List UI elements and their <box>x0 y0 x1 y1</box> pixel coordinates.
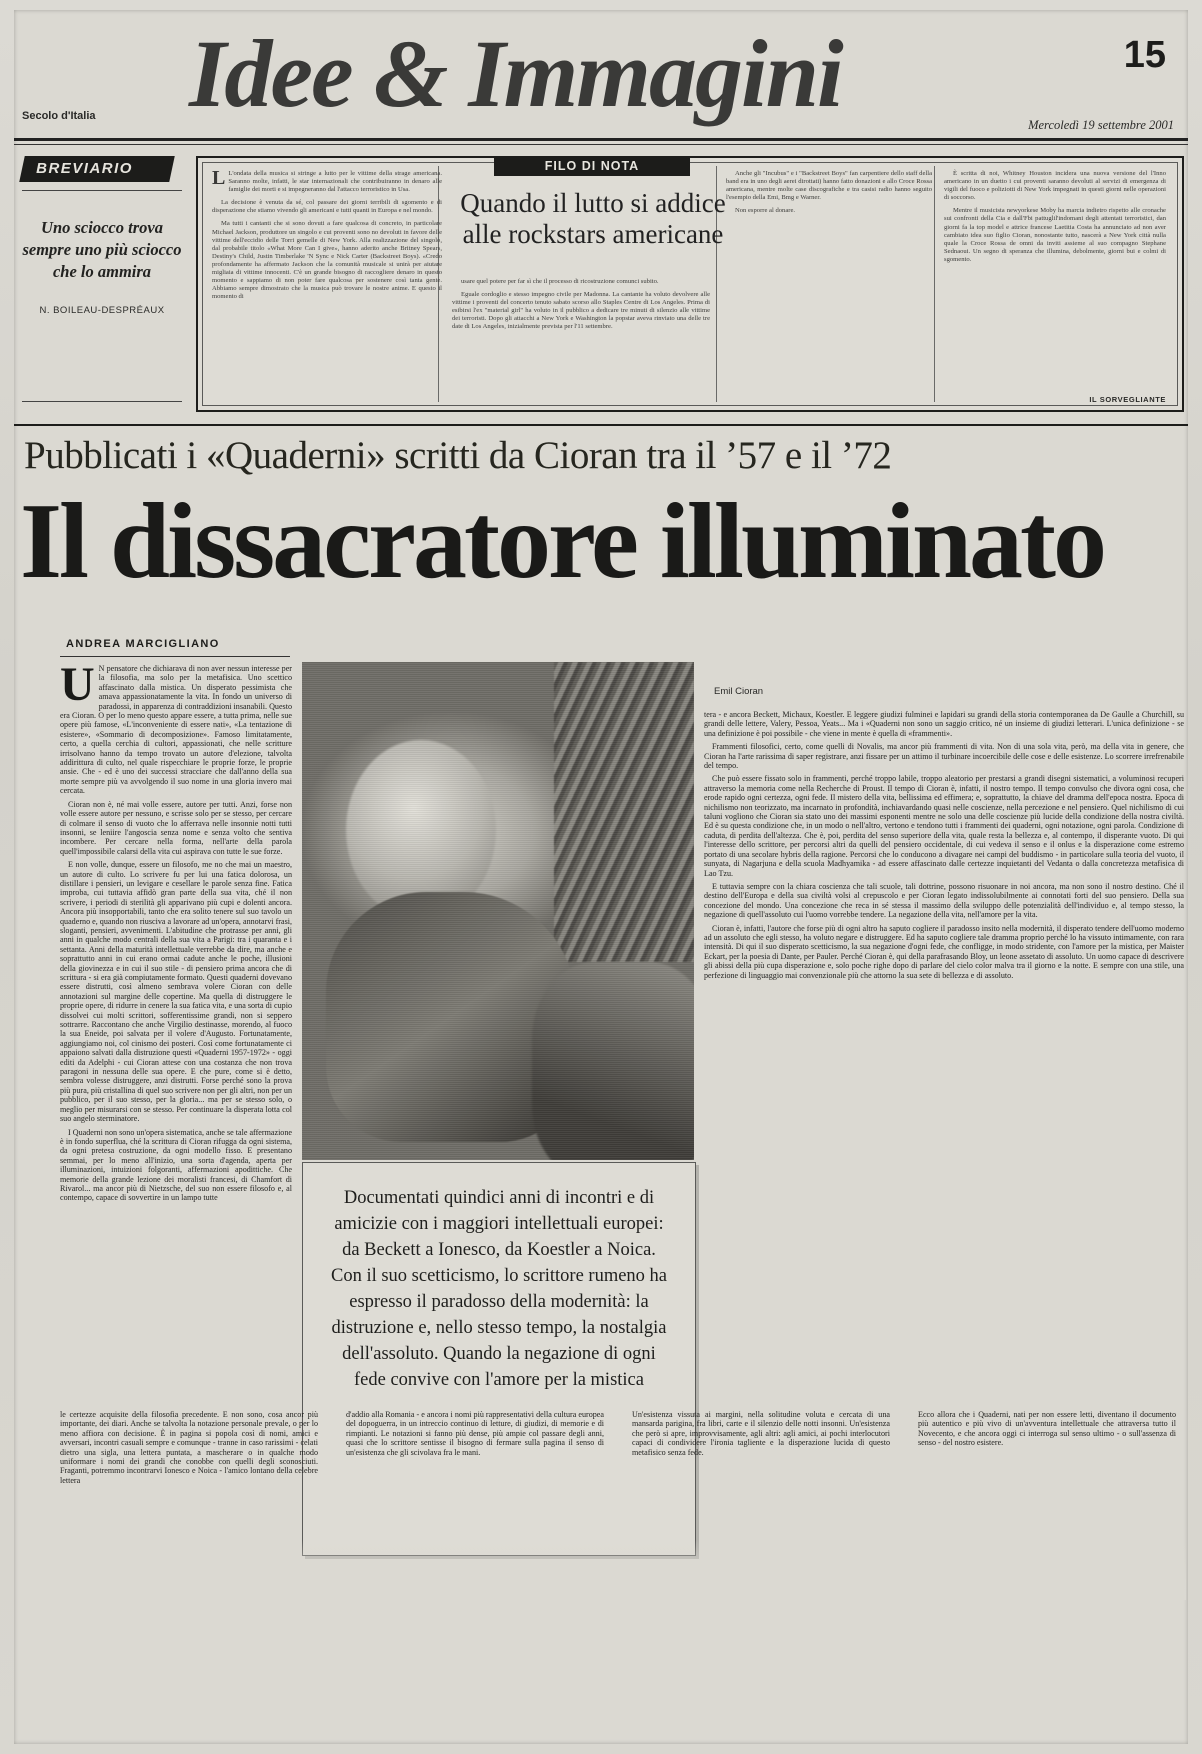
breviario-tag <box>19 156 175 182</box>
article-paragraph: U N pensatore che dichiarava di non aver nessun interesse per la filosofia, ma solo per la metafisica. Uno scettico affascinato dalla mistica. Un disperato pessimista che amava appassionatamente la vita. In fondo un universo di paradossi, in apparenza di contraddizioni insanabili. Questo era Cioran. O per lo meno questo appare essere, a tutta prima, nelle sue opere più famose, «L'inconveniente di essere nati», «La tentazione di esistere», «Sommario di decomposizione». Famoso limitatamente, certo, a quella cerchia di cultori, appassionati, che nelle scritture irrisolvano hanno da tempo trovato un autore d'elezione, talvolta addirittura di culto, nel quale rispecchiare le proprie forze, le proprie ansie. Che - ed è uno dei successi stracciare che dall'anno della sua morte sempre più va avvolgendo il suo nome in una gloria invero mai cercata. <box>60 658 292 796</box>
breviario-author: N. BOILEAU-DESPRÉAUX <box>39 305 165 316</box>
article-paragraph: Cioran è, infatti, l'autore che forse più di ogni altro ha saputo cogliere il paradosso insito nella modernità, il disperato tendere dell'uomo moderno ad un assoluto che egli stesso, ha voluto negare e distruggere. Ed ha saputo cogliere tale dramma proprio perché lo ha vissuto intimamente, con rara intensità. Di qui il suo disperato scetticismo, la sua negazione d'ogni fede, che confligge, in modo stridente, con l'amore per la mistica, per Maister Eckart, per la poesia di Dante, per Pauler. Perché Cioran è, qui della parafrasando Bloy, un leone assetato di assoluto. Un uomo capace di descrivere gli abissi della più cupa disperazione e, solo poche righe dopo di parlare del cielo color malva tra il giorno e la notte. E sempre con una stile, una perfezione di linguaggio mai convenzionale più che attorno la sua sete di bellezza e di assoluto. <box>704 923 1184 980</box>
filo-di-nota-signature: IL SORVEGLIANTE <box>1089 395 1166 404</box>
article-right-column <box>704 710 1184 984</box>
issue-date: Mercoledì 19 settembre 2001 <box>1028 118 1174 132</box>
article-paragraph: E non volle, dunque, essere un filosofo, me no che mai un maestro, un autore di culto. Lo scrivere fu per lui una fatica dolorosa, un distillare i pensieri, un levigare e cesellare le parole senza fine. Fatica improba, cui tuttavia affidò gran parte della sua vita, ché il non scrivere, i periodi di sterilità gli apparivano più cupi e dolenti ancora. Ancora più insopportabili, tanto che era solito tenere sul suo tavolo un quaderno e, quando non riusciva a lavorare ad un'opera, annotarvi frasi, sloganti, pensieri, avvenimenti. L'abitudine che protrasse per anni, gli anni in qualche modo centrali della sua vita a Parigi: tra i quaranta e i settanta. Anni della maturità intellettuale verrebbe da dire, ma anche e soprattutto anni in cui erano ormai cadute anche le poche, illusioni della giovinezza e in cui il suo stile - di pensiero prima ancora che di scrittura - si era già compiutamente formato. Questi quaderni dovevano essere distrutti, così almeno sembrava volere Cioran con delle annotazioni sul margine delle copertine. Ma quella di distruggere le proprie opere, di ridurre in cenere la sua fatica vita, e una sorta di cupio dissolvei cui molti scrittori, sofferentissime grandi, non si seppero sottrarre. Raccontano che anche Virgilio destinasse, morendo, al fuoco la sua Eneide, poi salvata per il volere d'Augusto. Fortunatamente, aggiungiamo noi, col cinismo dei posteri. Così come fortunatamente ci appaiono salvati dalla distruzione questi «Quaderni 1957-1972» - oggi editi da Adelphi - cui Cioran attese con una costanza che non trova paragoni in nessuna delle sua opere. E che pure, come si è detto, sembra volesse distruggere, anzi distrutti. Forse perché sono la prova più pura, più cristallina di quel suo scrivere non per gli altri, non per un pubblico, per il suo stesso, per la gloria... ma per se stesso solo, o meglio per misurarsi con se stesso. Per continuare la disperata lotta col suo angelo sterminatore. <box>60 860 292 1124</box>
breviario-box <box>22 190 182 402</box>
filo-paragraph: Non esporre al donare. <box>735 207 796 215</box>
article-paragraph: Ecco allora che i Quaderni, nati per non essere letti, diventano il documento più autentico e più vivo di un'avventura intellettuale che attraversa tutto il Novecento, e che ancora oggi ci interroga sul senso ultimo - o sull'assenza di senso - del nostro esistere. <box>918 1410 1176 1448</box>
article-bottom-column-2 <box>346 1410 604 1461</box>
photo-caption: Emil Cioran <box>714 686 764 697</box>
article-paragraph: E tuttavia sempre con la chiara coscienza che tali scuole, tali dottrine, possono risuonare in noi ancora, ma non sono il nostro destino. Ché il destino dell'Europa e della sua civiltà volsi al crepuscolo e per Cioran legato indissolubilmente ai connotati forti del suo pensiero. Della sua concezione del mondo. Una concezione che reca in sé stessa il massimo della sviluppo delle potenzialità dell'individuo e, al tempo stesso, la negazione di quell'assoluto cui l'uomo vorrebbe tendere. La negazione della vita, nell'amore per la vita. <box>704 881 1184 920</box>
filo-paragraph: Mentre il musicista newyorkese Moby ha marcia indietro rispetto alle cronache sui confronti della Cia e dall'Fbi pattuglil'indomani degli attentati terroristici, dan giorni fa la top model e attrice francese Laetitia Costa ha annunciato ad non aver cambiato idea suo figlio Cioran, nonostante tutto, nascerà a New York città nulla quale la Croce Rossa de omni da inviti assieme al suo compagno Stephane Sednaoui. Un segno di speranza che illumina, debolmente, giorni bui e colmi di sgomento. <box>944 207 1166 263</box>
article-paragraph: le certezze acquisite della filosofia precedente. E non sono, cosa ancor più importante, dei diari. Anche se talvolta la notazione personale prevale, o per lo meno affiora con decisione. È in pagina si popola così di nomi, amici e avversari, incontri casuali sempre e comunque - tranne in caso rarissimi - celati dietro una sigla, una lettera puntata, a mascherare o in qualche modo uniformare i nomi dei grandi che conobbe con quelli degli sconosciuti. Fraganti, potremmo incontrarvi Ionesco e Noica - l'amico lontano della celebre lettera <box>60 1410 318 1485</box>
article-paragraph: Frammenti filosofici, certo, come quelli di Novalis, ma ancor più frammenti di vita. Non di una sola vita, però, ma della vita in genere, che Cioran ha l'arte rarissima di saper registrare, anzi fissare per un attimo il turbinare incoercibile delle cose e delle esistenze. Lo scorrere irrefrenabile del tempo. <box>704 742 1184 771</box>
filo-column-a <box>212 167 442 306</box>
filo-paragraph: Ma tutti i cantanti che si sono dovuti a fare qualcosa di concreto, in particolare Michael Jackson, produttore un singolo e cui proventi sono no devoluti in favore delle vittime dell'eccidio delle Torri gemelle di New York. Alla realizzazione del singolo, dal probabile titolo «What More Can I give», hanno aderito anche Britney Spears, Destiny's Child, Justin Timberlake 'N Sync e Nick Carter (Backstreet Boys). «Credo profondamente ha affermato Jackson che la comunità musicale si unirà per aiutare migliaia di vittime innocenti. C'è un grande bisogno di raccogliere denaro in questo momento e sappiamo di non poter fare qualcosa per sostenere così tanta gente. Abbiamo sempre dimostrato che la musica può trovare le nostre anime. E questo il momento di <box>212 220 442 301</box>
filo-column-c <box>726 170 932 220</box>
article-bottom-column-3 <box>632 1410 890 1461</box>
paper-sheet <box>14 10 1188 1744</box>
article-paragraph: tera - e ancora Beckett, Michaux, Koestler. E leggere giudizi fulminei e lapidari su grandi della storia contemporanea da De Gaulle a Churchill, su grandi delle lettere, Valery, Pessoa, Yeats... Ma i «Quaderni non sono un saggio critico, né un insieme di giudizi letterari. L'unica definizione - se una definizione è poi possibile - che viene in mente è quella di «frammenti». <box>704 710 1184 738</box>
filo-paragraph: La decisione è venuta da sé, col passare dei giorni terribili di sgomento e di disperazione che stiamo vivendo gli americani e tutti quanti in Europa e nel mondo. <box>212 199 442 215</box>
article-headline: Il dissacratore illuminato <box>20 482 1105 601</box>
filo-di-nota-tag-label: FILO DI NOTA <box>544 159 640 173</box>
article-paragraph: Che può essere fissato solo in frammenti, perché troppo labile, troppo aleatorio per prestarsi a grandi disegni sistematici, a voluminosi recuperi attraverso la memoria come nella Recherche di Proust. Il tempo di Cioran è, infatti, il nostro tempo. Il tempo convulso che divora ogni cosa, che erode rapido ogni certezza, ogni fede. Il mistero della vita, bellissima ed effimera; e, soprattutto, la chiave del dramma dell'epoca nostra. Epoca di nichilismo non teorizzato, ma incarnato in profondità, inchiavardando quasi nelle coscienze, nella percezione e nel pensiero. Quel nichilismo di cui taluni vogliono che Cioran sia stato uno dei massimi esponenti mentre ne solo una delle coscienze più lucide della condizione della nostra civiltà. Ed è su questa condizione che, in un modo o nell'altro, vertono e tendono tutti i frammenti dei quaderni, ogni notazione, ogni parola. Condizione di caduta, di perdita dell'altezza. Che è, poi, perdita del senso superiore della vita, quale resta la bellezza e, al contempo, il disperante vuoto. Di qui l'interesse dello scrittore, per percorsi altri da quelli del pensiero occidentale, di cui vedeva il senso e il onlus e la disperazione come estremo portato di una secolare hybris della ragione. Percorsi che lo conducono a divagare nei campi del buddismo - in particolare sulla teoria del vuoto, il sunyata, di Nagarjuna e della scuola Madhyamika - ad essere affascinato dalle certezze inquietanti del Vedanta o dalla concretezza metafisica di Lao Tzu. <box>704 774 1184 878</box>
article-bottom-columns <box>60 1410 1186 1600</box>
masthead <box>14 18 1188 138</box>
article-paragraph: Cioran non è, né mai volle essere, autore per tutti. Anzi, forse non volle essere autore per nessuno, e scrisse solo per se stesso, per cercare di colmare il senso di vuoto che lo afferrava nelle insonnie notti tutti insonni, se leniire l'angoscia senza nome e senza volto che sentiva incombere. Per cercare nella forma, nell'arte della parola quell'impossibile calarsi della vita cui aspirava con tutte le sue forze. <box>60 799 292 856</box>
breviario-tag-label: BREVIARIO <box>36 160 133 177</box>
masthead-rule-secondary <box>14 144 1188 145</box>
masthead-rule <box>14 138 1188 141</box>
filo-paragraph: Eguale cordoglio e stesso impegno civile per Madonna. La cantante ha voluto devolvere alle vittime i proventi del concerto tenuto sabato scorso allo Staples Centre di Los Angeles. Prima di esibirsi l'ex "material girl" ha voluto in il pubblico a dedicare tre minuti di silenzio alle vittime dei terroristi. Dopo gli attacchi a New York e Washington la popstar aveva rinviato una delle tre date di Los Angeles, inizialmente prevista per l'11 settembre. <box>452 291 710 331</box>
filo-paragraph: È scritta di noi, Whitney Houston incidera una nuova versione del l'Inno americano in un duetto i cui proventi saranno devoluti al servizi di emergenza di vigili del fuoco e poliziotti di New York impegnati in questi giorni nelle operazioni di soccorso. <box>944 170 1166 202</box>
article-left-column <box>60 658 292 1207</box>
filo-col-rule-3 <box>934 166 935 402</box>
band-separator-rule <box>14 424 1188 426</box>
article-bottom-column-4 <box>918 1410 1176 1452</box>
filo-di-nota-box <box>196 156 1184 412</box>
breviario-quote: Uno sciocco trova sempre uno più sciocco che lo ammira <box>22 218 182 281</box>
article-kicker: Pubblicati i «Quaderni» scritti da Cioran tra il ’57 e il ’72 <box>24 434 892 477</box>
filo-paragraph: usare quel potere per far sì che il processo di ricostruzione comunci subito. <box>461 278 659 285</box>
masthead-title: Idee & Immagini <box>189 20 842 127</box>
breviario-block <box>22 156 182 414</box>
top-band <box>14 152 1188 422</box>
filo-paragraph: L L'ondata della musica si stringe a lutto per le vittime della strage americana. Saranno molte, infatti, le star internazionali che contribuiranno in denaro alle famiglie dei morti e si impegneranno dal l'attacco terroristico in Usa. <box>212 167 442 194</box>
article-paragraph: d'addio alla Romania - e ancora i nomi più rappresentativi della cultura europea del dopoguerra, in un intreccio continuo di letture, di giudizi, di memorie e di rimpianti. Le notazioni si fanno più dense, più ampie col passare degli anni, quasi che lo scrittore sentisse il bisogno di fermare sulla pagina il senso di un'esistenza che gli scivolava fra le mani. <box>346 1410 604 1457</box>
paper-name: Secolo d'Italia <box>22 110 96 122</box>
filo-column-d <box>944 170 1166 269</box>
filo-column-b <box>452 278 710 337</box>
filo-di-nota-headline: Quando il lutto si addice alle rockstars americane <box>460 188 726 249</box>
byline-rule <box>60 656 290 657</box>
photo-grain <box>302 662 694 1160</box>
article-paragraph: Un'esistenza vissuta ai margini, nella solitudine voluta e cercata di una mansarda parigina, fra libri, carte e il silenzio delle notti insonni. Un'esistenza che però si apre, improvvisamente, agli altri: agli amici, ai pochi interlocutori capaci di condividere l'ironia tagliente e la disperazione lucida di questo metafisico senza fede. <box>632 1410 890 1457</box>
page-number: 15 <box>1123 34 1166 76</box>
article-dropcap: U <box>60 658 95 711</box>
article-byline: ANDREA MARCIGLIANO <box>66 638 220 650</box>
pullquote-text: Documentati quindici anni di incontri e di amicizie con i maggiori intellettuali europei: da Beckett a Ionesco, da Koestler a Noica. Con il suo scetticismo, lo scrittore rumeno ha espresso il paradosso della modernità: la distruzione e, nello stesso tempo, la nostalgia dell'assoluto. Quando la negazione di ogni fede convive con l'amore per la mistica <box>330 1188 668 1390</box>
filo-di-nota-tag <box>494 156 690 176</box>
page-bottom-fade <box>60 1540 1186 1600</box>
filo-dropcap: L <box>212 167 226 189</box>
article-paragraph: I Quaderni non sono un'opera sistematica, anche se tale affermazione è in fondo superflua, ché la scrittura di Cioran rifugga da ogni sistema, da ogni pretesa costruzione, da ogni modello fisso. E presentano semmai, per lo meno all'inizio, una sorta d'agenda, aperta per illuminazioni, intuizioni folgoranti, affermazioni apodittiche. Che memorie della grande lezione dei moralisti francesi, di Chamfort di Rivarol... ma ancor più di Nietzsche, del suo non essere filosofo e, al contempo, capace di sovvertire in un lampo tutte <box>60 1127 292 1203</box>
article-bottom-column-1 <box>60 1410 318 1489</box>
article-photo <box>302 662 694 1160</box>
filo-paragraph: Anche gli "Incubus" e i "Backstreet Boys" fan carpentiere dello staff della band era in uno degli aerei dirottati) hanno fatto donazioni e allo Croce Rossa americana, mentre molte case discografiche e tra casisi radio hanno seguito l'esempio della Emi, Bmg e Warner. <box>726 170 932 202</box>
